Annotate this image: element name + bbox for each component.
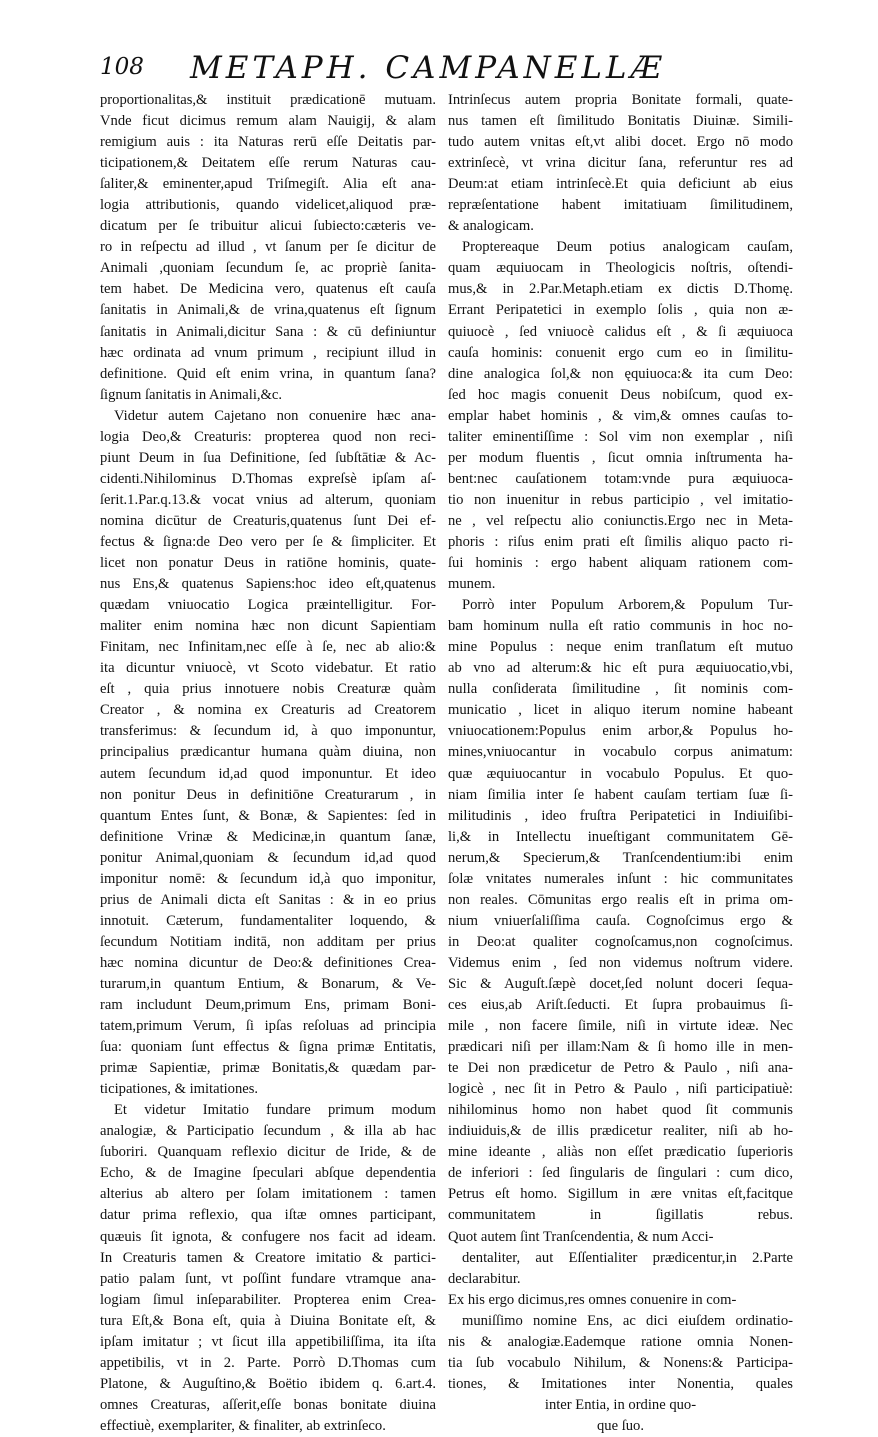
text-line: tio non inuenitur in rebus participio , vel imitatio- — [448, 491, 793, 508]
text-line: ſignum ſanitatis in Animali,&c. — [100, 386, 283, 403]
text-line: bam hominum nulla eſt ratio communis in hoc no- — [448, 618, 793, 635]
text-line: indiuiduis,& de illis prædicetur realiter, niſi ab ho- — [448, 1123, 793, 1140]
text-line: & analogicam. — [448, 218, 534, 235]
text-line: Ex his ergo dicimus,res omnes conuenire in com- — [448, 1291, 737, 1308]
text-line: dine analogica ſol,& non ęquiuoca:& ita cum Deo: — [448, 365, 793, 382]
text-line: militudinis , ideo fruſtra Peripatetici in Indiuiſibi- — [448, 807, 793, 824]
text-line: ticipationes, & imitationes. — [100, 1081, 259, 1098]
text-line: tura Eſt,& Bona eſt, quia à Diuina Bonitate eſt, & — [100, 1312, 436, 1329]
text-line: effectiuè, exemplariter, & finaliter, ab extrinſeco. — [100, 1417, 386, 1434]
text-line: piunt Deum in ſua Definitione, ſed ſubſtātiæ & Ac- — [100, 449, 436, 466]
text-line: nomina dicūtur de Creaturis,quatenus ſunt Dei ef- — [100, 512, 436, 529]
text-line: niam ſimilia inter ſe habent cauſam tertiam ſuæ ſi- — [448, 786, 793, 803]
text-line: principalius prædicantur humana quàm diuina, non — [100, 744, 436, 761]
text-line: ſaliter,& eminenter,apud Triſmegiſt. Alia eſt ana- — [100, 176, 436, 193]
text-line: taliter eminentiſſime : Sol vim non exemplar , niſi — [448, 428, 793, 445]
text-line: ponitur Animal,quoniam & ſecundum id,ad quod — [100, 849, 436, 866]
text-line: logia attributionis, quando videlicet,aliquod præ- — [100, 197, 436, 214]
text-line: de inferiori : ſed ſingularis de ſingulari : cum dico, — [448, 1165, 793, 1182]
text-line: tatem,primum Verum, ſi ipſas reſoluas ad principia — [100, 1018, 436, 1035]
text-line: non reales. Cōmunitas ergo realis eſt in prima om- — [448, 891, 793, 908]
text-line: maliter enim nomina hæc non dicunt Sapientiam — [100, 618, 436, 635]
text-line: ro in reſpectu ad illud , vt ſanum per ſe dicitur de — [100, 239, 436, 256]
page-number: 108 — [100, 54, 144, 80]
text-line: datur prima reflexio, qua iſtæ omnes participant, — [100, 1207, 436, 1224]
text-line: logicè , nec ſit in Petro & Paulo , niſi participatiuè: — [448, 1081, 793, 1098]
text-line: hæc ordinata ad vnum primum , recipiunt illud in — [100, 344, 436, 361]
text-line: alterius ab altero per ſolam imitationem : tamen — [100, 1186, 436, 1203]
text-line: appetibilis, vt in 2. Parte. Porrò D.Thomas cum — [100, 1354, 436, 1371]
text-line: Echo, & de Imagine ſpeculari abſque dependentia — [100, 1165, 436, 1182]
text-line: ces eius,ab Ariſt.ſeducti. Et ſupra probauimus ſi- — [448, 997, 793, 1014]
text-line: turarum,in quantum Entium, & Bonarum, & Ve- — [100, 975, 436, 992]
text-line: ticipationem,& Deitatem eſſe rerum Naturas cau- — [100, 155, 436, 172]
text-line: ſanitatis in Animali,dicitur Sana : & cū definiuntur — [100, 323, 436, 340]
text-line: repræſentatione habent imitatiuam ſimilitudinem, — [448, 197, 793, 214]
text-line: quæ æquiuocantur in vocabulo Populus. Et quo- — [448, 765, 793, 782]
text-line: proportionalitas,& instituit prædicationē mutuam. — [100, 92, 436, 108]
text-line: Platone, & Auguſtino,& Boëtio ibidem q. 6.art.4. — [100, 1375, 436, 1392]
text-line: ſui hominis : ergo habent aliquam rationem com- — [448, 555, 793, 572]
text-line: communitatem in ſigillatis rebus. — [448, 1207, 793, 1224]
text-line: ſanitatis in Animali,& de vrina,quatenus eſt ſignum — [100, 302, 436, 319]
text-line: mine ideante , aliàs non eſſet prædicatio ſuperioris — [448, 1144, 793, 1161]
text-line: tudo autem vnitas eſt,vt alibi docet. Ergo nō modo — [448, 134, 793, 151]
text-line: quædam vniuocatio Logica præintelligitur. For- — [100, 597, 436, 614]
left-column — [100, 90, 436, 1437]
text-line: Sic & Auguſt.ſæpè docet,ſed nolunt doceri ſequa- — [448, 975, 793, 992]
text-line: Et videtur Imitatio fundare primum modum — [114, 1102, 436, 1119]
text-line: ſuboriri. Quanquam reflexio dicitur de Iride, & de — [100, 1144, 436, 1161]
page-header — [100, 50, 840, 92]
text-line: tiones, & Imitationes inter Nonentia, quales — [448, 1375, 793, 1392]
text-line: hæc nomina dicuntur de Deo:& definitiones Crea- — [100, 954, 436, 971]
text-line: municatio , licet in aliquo iterum nomine habeant — [448, 702, 793, 719]
text-line: ipſam imitatur ; vt ſicut illa appetibiliſſima, ita iſta — [100, 1333, 436, 1350]
text-line: logia Deo,& Creaturis: propterea quod non reci- — [100, 428, 436, 445]
text-line: Quot autem ſint Tranſcendentia, & num Acci- — [448, 1228, 714, 1245]
text-line: mine Populus : neque enim tranſlatum eſt mutuo — [448, 639, 793, 656]
text-line: ne , vel reſpectu alio coniunctis.Ergo nec in Meta- — [448, 512, 793, 529]
text-line: per modum fluentis , ſicut omnia inſtrumenta ha- — [448, 449, 793, 466]
text-line: ſerit.1.Par.q.13.& vocat vnius ad alterum, quoniam — [100, 491, 436, 508]
text-line: logiam ſimul inſeparabiliter. Propterea enim Crea- — [100, 1291, 436, 1308]
text-line: quæuis ſit ignota, & confugere nos facit ad ideam. — [100, 1228, 436, 1245]
text-line: definitione Vrinæ & Medicinæ,in quantum ſanæ, — [100, 828, 436, 845]
text-line: dicatum per ſe tribuitur alicui ſubiecto:cæteris ve- — [100, 218, 436, 235]
text-line: nerum,& Specierum,& Tranſcendentium:ibi enim — [448, 849, 793, 866]
text-line: mile , non facere ſimile, niſi in virtute ideæ. Nec — [448, 1018, 793, 1035]
text-line: Animali ,quoniam ſecundum ſe, ac propriè ſanita- — [100, 260, 436, 277]
text-line: In Creaturis tamen & Creatore imitatio & partici- — [100, 1249, 436, 1266]
text-line: quiuocè , ſed vniuocè calidus eſt , & ſi æquiuoca — [448, 323, 793, 340]
text-line: nulla conſiderata ſimilitudine , ſit nominis com- — [448, 681, 793, 698]
text-line: prius de Animali dicta eſt Sanitas : & in eo prius — [100, 891, 436, 908]
text-line: li,& in Intellectu inueſtigant communitatem Gē- — [448, 828, 793, 845]
text-line: ſecundum Notitiam inditā, non additam per prius — [100, 933, 436, 950]
text-line: Creator , & nomina ex Creaturis ad Creatorem — [100, 702, 436, 719]
text-line: cidenti.Nihilominus D.Thomas expreſsè ipſam aſ- — [100, 470, 436, 487]
text-line: prædicari niſi per illam:Nam & ſi homo ille in men- — [448, 1039, 793, 1056]
text-line: Porrò inter Populum Arborem,& Populum Tur- — [462, 597, 793, 614]
text-line: nium vniuerſaliſſima cauſa. Cognoſcimus ergo & — [448, 912, 793, 929]
text-line: nihilominus homo non habet quod ſit communis — [448, 1102, 793, 1119]
right-column — [448, 90, 793, 1437]
text-line: transferimus: & ſecundum id, à quo imponuntur, — [100, 723, 436, 740]
text-line: Petrus eſt homo. Sigillum in ære vnitas eſt,facitque — [448, 1186, 793, 1203]
text-line: phoris : riſus enim prati eſt ſimilis aliquo pacto ri- — [448, 533, 793, 550]
text-line: que ſuo. — [596, 1417, 645, 1434]
text-line: Intrinſecus autem propria Bonitate formali, quate- — [448, 92, 793, 108]
running-title: METAPH. CAMPANELLÆ — [190, 50, 666, 86]
text-line: autem ſecundum id,ad quod imponuntur. Et ideo — [100, 765, 436, 782]
text-line: dentaliter, aut Eſſentialiter prædicentur,in 2.Parte — [462, 1249, 793, 1266]
text-line: ſua: quoniam ſunt effectus & ſigna primæ Entitatis, — [100, 1039, 436, 1056]
text-line: innotuit. Cæterum, fundamentaliter loquendo, & — [100, 912, 436, 929]
text-line: Finitam, nec Infinitam,nec eſſe à ſe, nec ab alio:& — [100, 639, 436, 656]
text-line: extrinſecè, vt vrina dicitur ſana, referuntur res ad — [448, 155, 793, 172]
text-line: remigium auis : ita Naturas rerū eſſe Deitatis par- — [100, 134, 436, 151]
text-line: emplar habet hominis , & vim,& omnes cauſas to- — [448, 407, 793, 424]
text-line: mines,vniuocantur in vocabulo corpus animatum: — [448, 744, 793, 761]
text-line: eſt , quia prius innotuere nobis Creaturæ quàm — [100, 681, 436, 698]
text-line: nus tamen eſt ſimilitudo Bonitatis Diuinæ. Simili- — [448, 113, 793, 130]
text-line: omnes Creaturas, aſſerit,eſſe bonas bonitate diuina — [100, 1396, 436, 1413]
text-line: Videmus enim , ſed non videmus noſtrum videre. — [448, 954, 793, 971]
text-line: declarabitur. — [448, 1270, 521, 1287]
text-line: tia ſub vocabulo Nihilum, & Nonens:& Participa- — [448, 1354, 793, 1371]
text-line: mus,& in 2.Par.Metaph.etiam ex dictis D.Thomę. — [448, 281, 793, 298]
text-line: cauſa hominis: conuenit ergo cum eo in ſimilitu- — [448, 344, 793, 361]
text-line: bent:nec cauſationem totam:vnde pura æquiuoca- — [448, 470, 793, 487]
text-line: fectus & ſigna:de Deo vero per ſe & ſimpliciter. Et — [100, 533, 436, 550]
text-line: Proptereaque Deum potius analogicam cauſam, — [462, 239, 793, 256]
text-line: licet non ponatur Deus in ratiōne hominis, quate- — [100, 555, 436, 572]
text-line: tem habet. De Medicina vero, quatenus eſt cauſa — [100, 281, 436, 298]
text-line: imponitur nomē: & ſecundum id,à quo imponitur, — [100, 870, 436, 887]
text-line: inter Entia, in ordine quo- — [544, 1396, 697, 1413]
text-line: ſed hoc magis conuenit Deus nobiſcum, quod ex- — [448, 386, 793, 403]
text-line: quam æquiuocam in Theologicis noſtris, oſtendi- — [448, 260, 793, 277]
text-line: ram includunt Deum,primum Ens, primam Boni- — [100, 997, 436, 1014]
text-line: ita dicuntur vniuocè, vt Scoto videbatur. Et ratio — [100, 660, 436, 677]
text-line: Deum:at etiam intrinſecè.Et quia deficiunt ab eius — [448, 176, 793, 193]
text-line: ſolæ vnitates numerales inſunt : hic communitates — [448, 870, 793, 887]
text-line: vniuocationem:Populus enim arbor,& Populus ho- — [448, 723, 793, 740]
text-line: te Dei non prædicetur de Petro & Paulo , niſi ana- — [448, 1060, 793, 1077]
text-line: analogiæ, & Participatio ſecundum , & illa ab hac — [100, 1123, 436, 1140]
text-line: Vnde ficut dicimus remum alam Nauigij, & alam — [100, 113, 436, 130]
text-line: primæ Sapientiæ, primæ Bonitatis,& quædam par- — [100, 1060, 436, 1077]
text-line: quantum Entes ſunt, & Bonæ, & Sapientes: ſed in — [100, 807, 436, 824]
text-line: Videtur autem Cajetano non conuenire hæc ana- — [114, 407, 436, 424]
text-line: in Deo:at qualiter cognoſcamus,non cognoſcimus. — [448, 933, 793, 950]
text-line: definitione. Quid eſt enim vrina, in quantum ſana? — [100, 365, 436, 382]
text-line: Errant Peripatetici in exemplo ſolis , quia non æ- — [448, 302, 793, 319]
text-line: nus Ens,& quatenus Sapiens:hoc ideo eſt,quatenus — [100, 576, 436, 593]
text-line: muniſſimo nomine Ens, ac dici eiuſdem ordinatio- — [462, 1312, 793, 1329]
text-line: nis & analogiæ.Eademque ratione omnia Nonen- — [448, 1333, 793, 1350]
text-line: patio palam ſunt, vt poſſint fundare vtramque ana- — [100, 1270, 436, 1287]
text-line: ab vno ad alterum:& hic eſt pura æquiuocatio,vbi, — [448, 660, 793, 677]
text-line: non ponitur Deus in definitiōne Creaturarum , in — [100, 786, 436, 803]
text-line: munem. — [448, 576, 496, 593]
